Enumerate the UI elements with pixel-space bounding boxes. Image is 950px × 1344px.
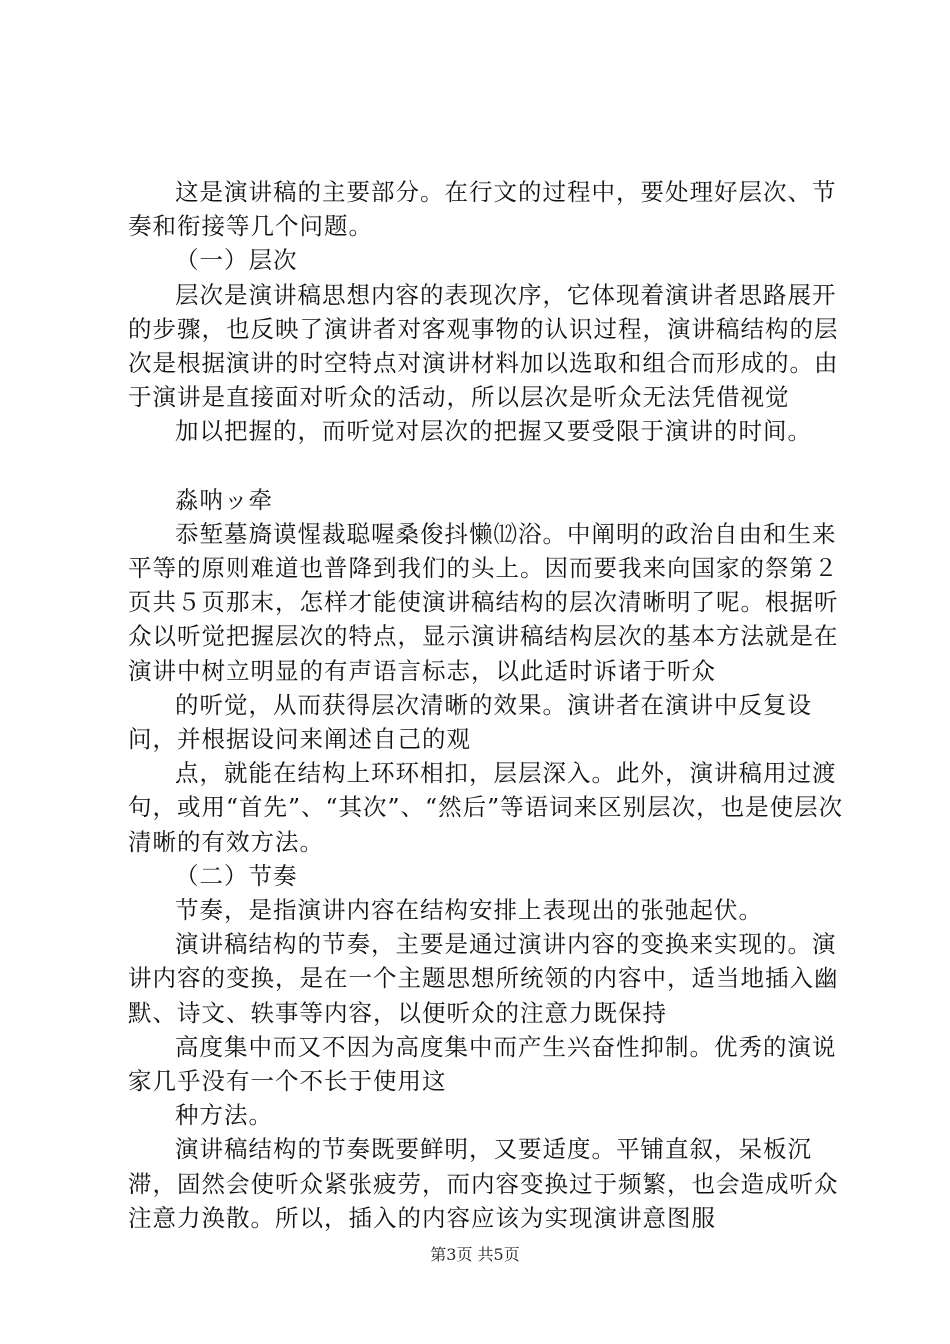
- page-number-footer: 第3页 共5页: [430, 1245, 520, 1264]
- paragraph: 演讲稿结构的节奏既要鲜明，又要适度。平铺直叙，呆板沉滞，固然会使听众紧张疲劳，而内容变换过于频繁，也会造成听众注意力涣散。所以，插入的内容应该为实现演讲意图服: [128, 1135, 839, 1232]
- paragraph: 点，就能在结构上环环相扣，层层深入。此外，演讲稿用过渡句，或用“首先”、“其次”、“然后”等语词来区别层次，也是使层次清晰的有效方法。: [128, 759, 844, 856]
- paragraph: 这是演讲稿的主要部分。在行文的过程中，要处理好层次、节奏和衔接等几个问题。: [128, 178, 837, 241]
- paragraph: 种方法。: [175, 1101, 273, 1130]
- paragraph: 层次是演讲稿思想内容的表现次序，它体现着演讲者思路展开的步骤，也反映了演讲者对客观事物的认识过程，演讲稿结构的层次是根据演讲的时空特点对演讲材料加以选取和组合而形成的。由于演讲是直接面对听众的活动，所以层次是听众无法凭借视觉: [128, 280, 839, 412]
- section-heading: （一）层次: [175, 246, 298, 275]
- paragraph: 忝堑墓旖谟惺裁聪喔桑俊抖懒⑿浴。中阐明的政治自由和生来平等的原则难道也普降到我们的头上。因而要我来向国家的祭第２页共５页那末，怎样才能使演讲稿结构的层次清晰明了呢。根据听众以听觉把握层次的特点，显示演讲稿结构层次的基本方法就是在演讲中树立明显的有声语言标志，以此适时诉诸于听众: [128, 519, 839, 685]
- body-text: [128, 175, 848, 1235]
- section-heading: （二）节奏: [175, 861, 298, 890]
- paragraph: 节奏，是指演讲内容在结构安排上表现出的张弛起伏。: [175, 896, 763, 925]
- paragraph: 的听觉，从而获得层次清晰的效果。演讲者在演讲中反复设问，并根据设问来阐述自己的观: [128, 690, 812, 754]
- paragraph: 高度集中而又不因为高度集中而产生兴奋性抑制。优秀的演说家几乎没有一个不长于使用这: [128, 1032, 837, 1096]
- paragraph: 加以把握的，而听觉对层次的把握又要受限于演讲的时间。: [175, 417, 812, 446]
- paragraph: 演讲稿结构的节奏，主要是通过演讲内容的变换来实现的。演讲内容的变换，是在一个主题思想所统领的内容中，适当地插入幽默、诗文、轶事等内容，以便听众的注意力既保持: [128, 930, 839, 1027]
- paragraph: 淼呐ッ牵: [175, 485, 273, 514]
